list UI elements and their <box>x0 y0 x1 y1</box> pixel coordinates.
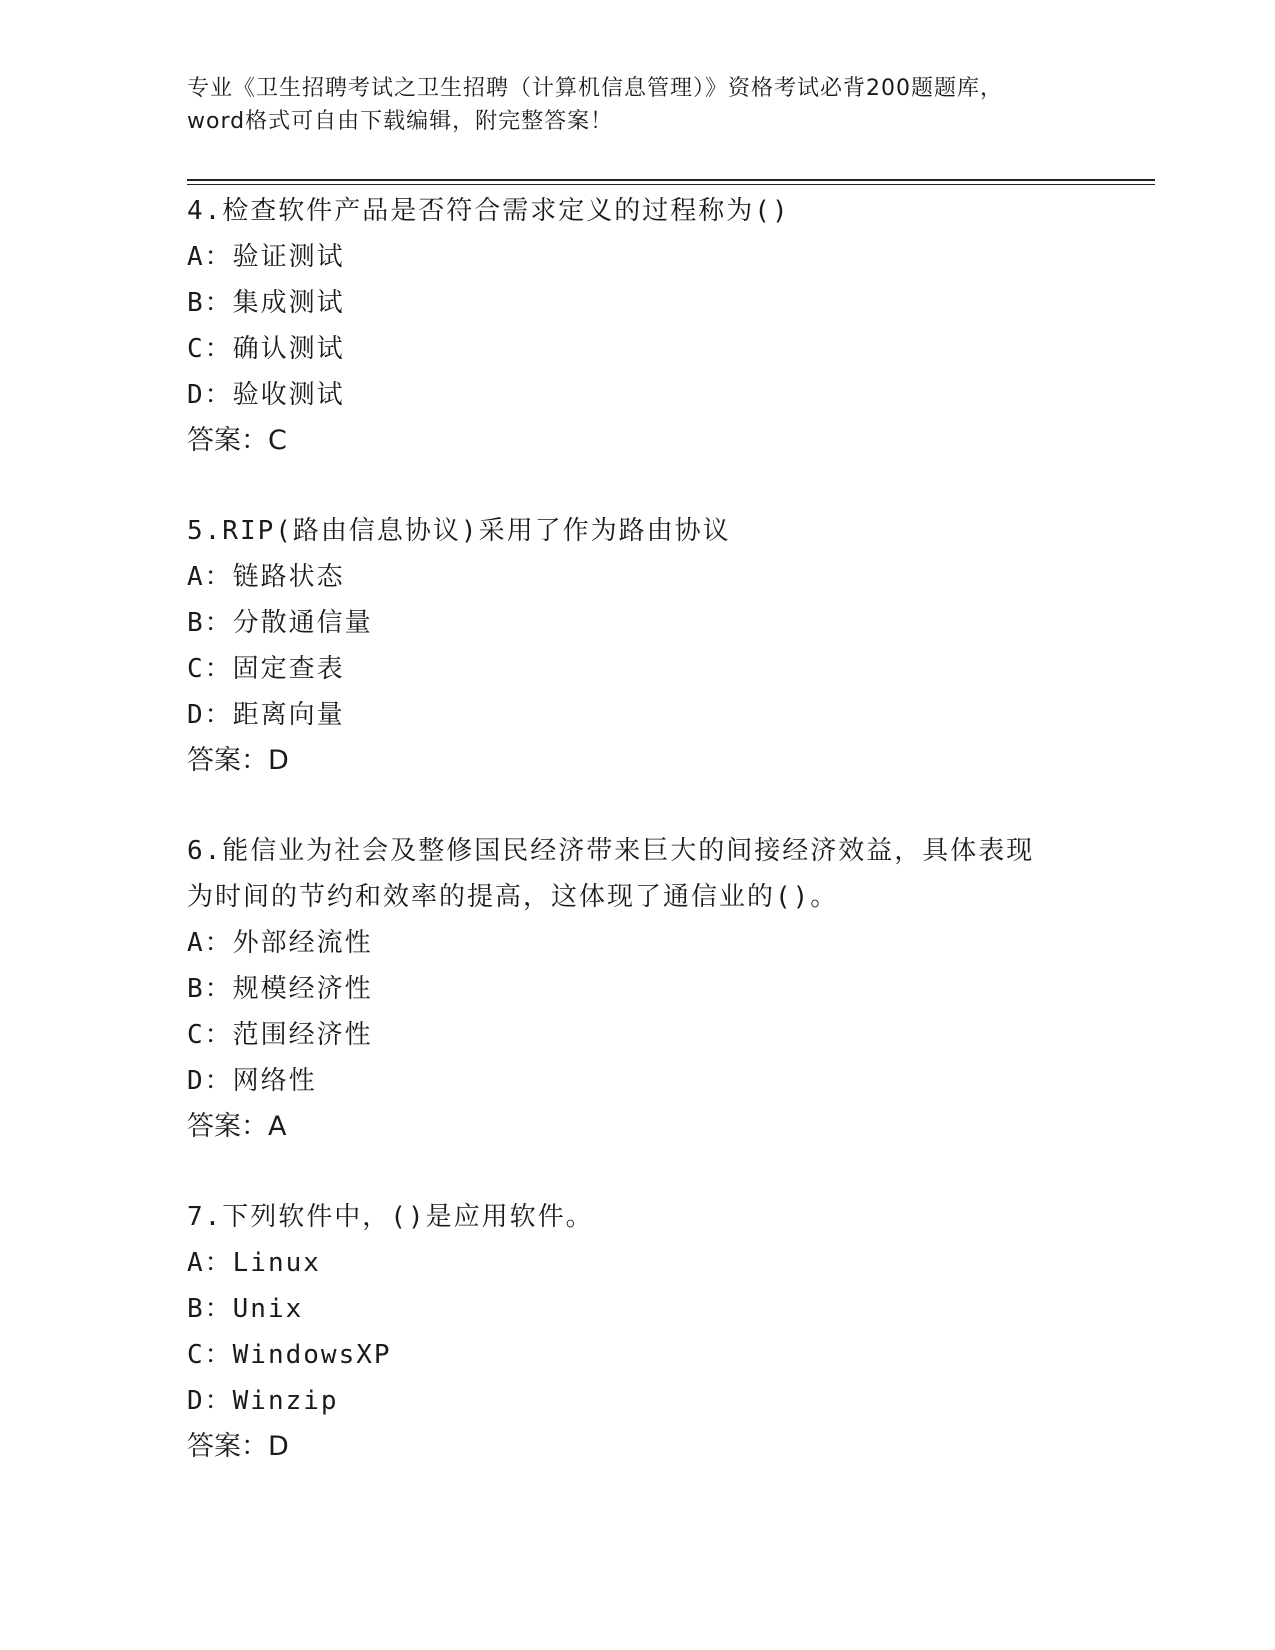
option-a: A：链路状态 <box>187 562 345 592</box>
option-d: D：网络性 <box>187 1066 317 1096</box>
option-d: D：距离向量 <box>187 700 345 730</box>
question-stem <box>187 1194 1087 1240</box>
answer-line: 答案：D <box>187 1431 289 1462</box>
header-divider-thick <box>187 179 1155 181</box>
option-c: C：范围经济性 <box>187 1020 373 1050</box>
question-stem <box>187 188 1087 234</box>
option-d: D：Winzip <box>187 1386 339 1416</box>
answer-line: 答案：D <box>187 745 289 776</box>
option-d: D：验收测试 <box>187 380 345 410</box>
header-divider-thin <box>187 184 1155 185</box>
question-stem <box>187 508 1087 554</box>
option-b: B：分散通信量 <box>187 608 373 638</box>
question-text: 4.检查软件产品是否符合需求定义的过程称为() <box>187 196 790 226</box>
option-b: B：Unix <box>187 1294 304 1324</box>
question-stem <box>187 828 1087 920</box>
question-5 <box>187 508 1087 784</box>
answer-line: 答案：C <box>187 425 287 456</box>
option-c: C：固定查表 <box>187 654 345 684</box>
question-text-line-1: 6.能信业为社会及整修国民经济带来巨大的间接经济效益，具体表现 <box>187 836 1035 866</box>
option-c: C：WindowsXP <box>187 1340 392 1370</box>
header-line-2: word格式可自由下载编辑，附完整答案！ <box>187 109 614 134</box>
question-7 <box>187 1194 1087 1470</box>
question-list <box>187 188 1087 1514</box>
question-text: 7.下列软件中，()是应用软件。 <box>187 1202 594 1232</box>
option-a: A：外部经流性 <box>187 928 373 958</box>
answer-line: 答案：A <box>187 1111 287 1142</box>
header-line-1: 专业《卫生招聘考试之卫生招聘（计算机信息管理）》资格考试必背200题题库， <box>187 76 1003 101</box>
option-b: B：集成测试 <box>187 288 345 318</box>
option-b: B：规模经济性 <box>187 974 373 1004</box>
question-6 <box>187 828 1087 1150</box>
question-text: 5.RIP(路由信息协议)采用了作为路由协议 <box>187 516 731 546</box>
option-a: A：Linux <box>187 1248 321 1278</box>
question-text-line-2: 为时间的节约和效率的提高，这体现了通信业的()。 <box>187 882 839 912</box>
question-4 <box>187 188 1087 464</box>
document-header <box>187 72 1087 138</box>
option-c: C：确认测试 <box>187 334 345 364</box>
option-a: A：验证测试 <box>187 242 345 272</box>
